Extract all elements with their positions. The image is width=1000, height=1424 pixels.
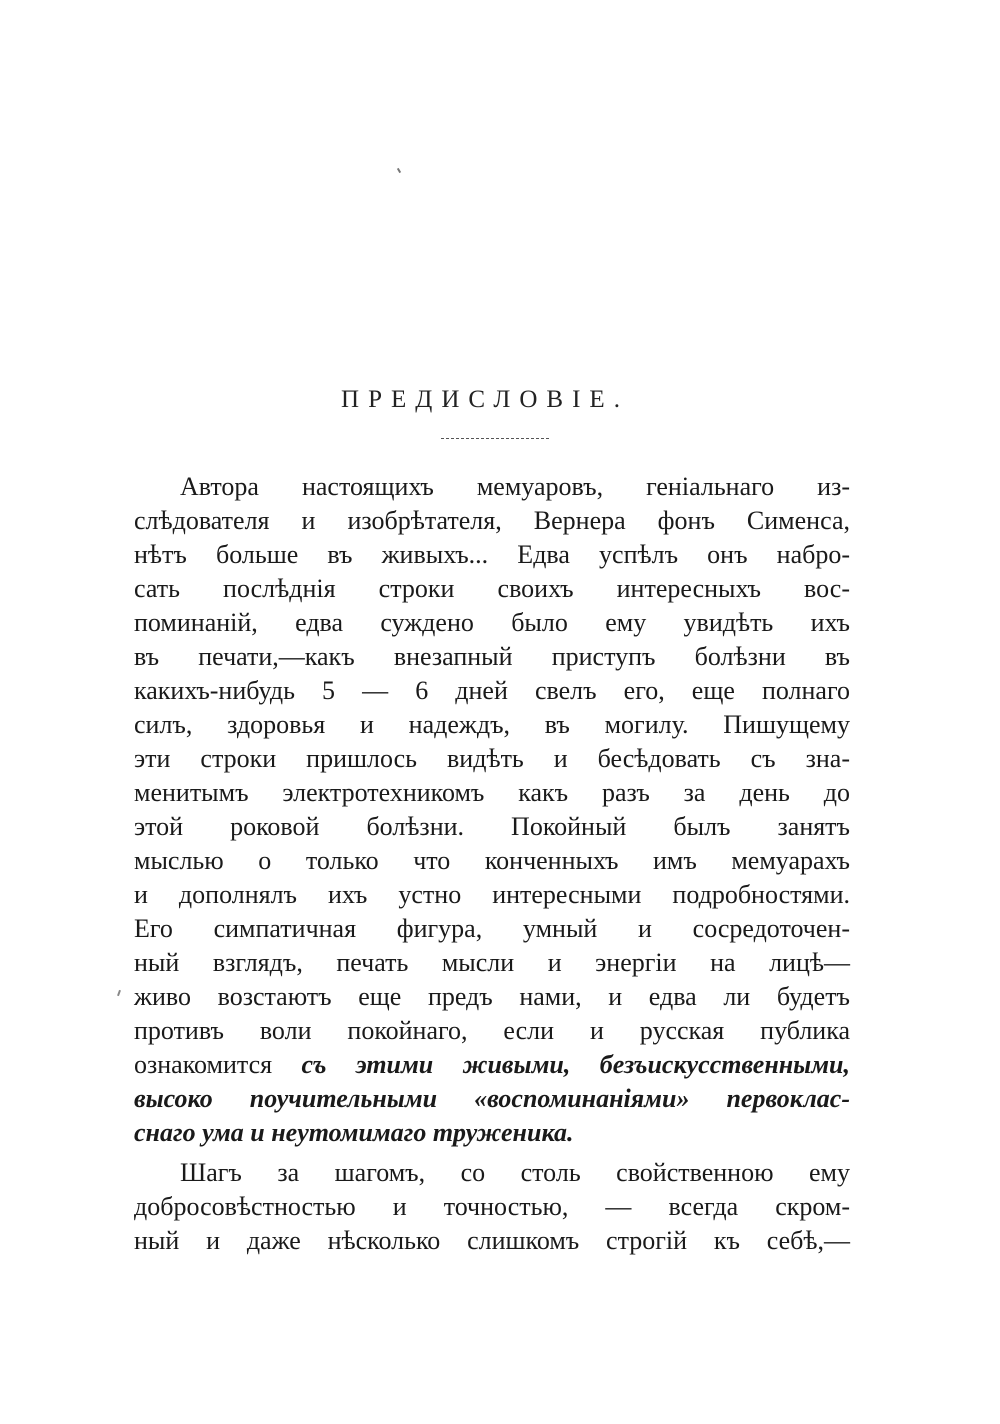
- text-line-italic: снаго ума и неутомимаго труженика.: [134, 1118, 574, 1147]
- text-line: противъ воли покойнаго, если и русская публика: [134, 1016, 850, 1045]
- text-line: мыслью о только что конченныхъ имъ мемуарахъ: [134, 846, 850, 875]
- ink-speck: [117, 990, 121, 996]
- text-line: этой роковой болѣзни. Покойный былъ занятъ: [134, 812, 850, 841]
- page-title: ПРЕДИСЛОВІЕ.: [341, 386, 629, 413]
- text-line: нѣтъ больше въ живыхъ... Едва успѣлъ онъ набро-: [134, 540, 850, 569]
- text-italic-segment: съ этими живыми, безъискусственными,: [301, 1050, 850, 1079]
- text-line: эти строки пришлось видѣть и бесѣдовать съ зна-: [134, 744, 850, 773]
- text-line-italic: высоко поучительными «воспоминаніями» первоклас-: [134, 1084, 850, 1113]
- text-line-mixed: [134, 1048, 850, 1082]
- text-line: живо возстаютъ еще предъ нами, и едва ли будетъ: [134, 982, 850, 1011]
- text-line: въ печати,—какъ внезапный приступъ болѣзни въ: [134, 642, 850, 671]
- text-line: Его симпатичная фигура, умный и сосредоточен-: [134, 914, 850, 943]
- body-text: [134, 470, 850, 1258]
- text-line: и дополнялъ ихъ устно интересными подробностями.: [134, 880, 850, 909]
- text-line: слѣдователя и изобрѣтателя, Вернера фонъ Сименса,: [134, 506, 850, 535]
- text-line: какихъ-нибудь 5 — 6 дней свелъ его, еще полнаго: [134, 676, 850, 705]
- text-line: менитымъ электротехникомъ какъ разъ за день до: [134, 778, 850, 807]
- text-line: Автора настоящихъ мемуаровъ, геніальнаго из-: [180, 472, 850, 501]
- text-plain-segment: ознакомится: [134, 1050, 302, 1079]
- ink-speck: [397, 168, 401, 173]
- text-line: Шагъ за шагомъ, со столь свойственною ему: [180, 1158, 850, 1187]
- text-line: сать послѣднія строки своихъ интересныхъ вос-: [134, 574, 850, 603]
- text-line: силъ, здоровья и надеждъ, въ могилу. Пишущему: [134, 710, 850, 739]
- text-line: ный и даже нѣсколько слишкомъ строгій къ себѣ,—: [134, 1226, 850, 1255]
- title-rule: [441, 438, 549, 439]
- text-line: поминаній, едва суждено было ему увидѣть ихъ: [134, 608, 850, 637]
- text-line: ный взглядъ, печать мысли и энергіи на лицѣ—: [134, 948, 850, 977]
- text-line: добросовѣстностью и точностью, — всегда скром-: [134, 1192, 850, 1221]
